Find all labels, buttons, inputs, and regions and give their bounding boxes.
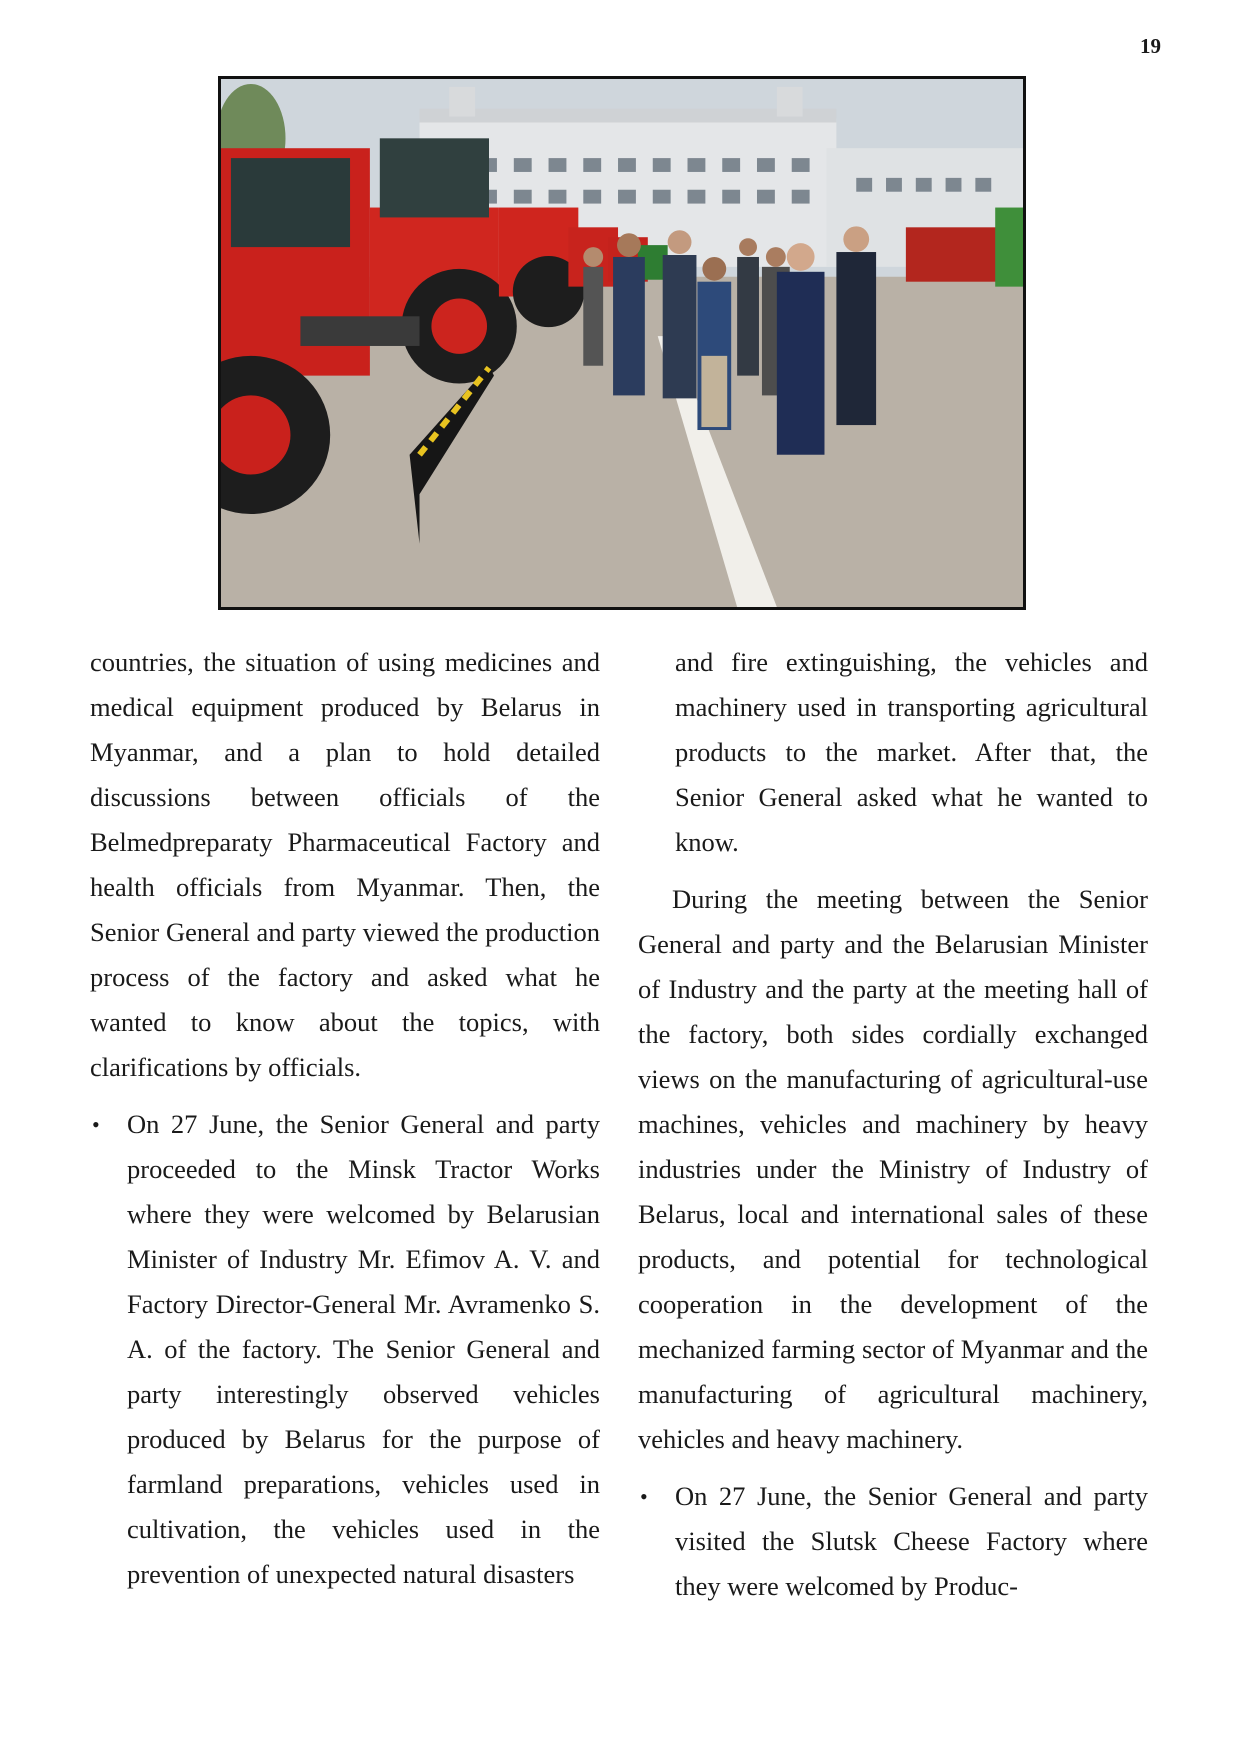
- page-number: 19: [1140, 34, 1161, 58]
- bullet-text: On 27 June, the Senior General and party proceeded to the Minsk Tractor Works where they were welcomed by Belarusian Minister of Industry Mr. Efimov A. V. and Factory Director-General Mr. Avramenko S. A. of the factory. The Senior General and party interestingly observed vehicles produced by Belarus for the purpose of farmland preparations, vehicles used in cultivation, the vehicles used in the prevention of unexpected natural disasters: [127, 1109, 600, 1589]
- bullet-text: On 27 June, the Senior General and party visited the Slutsk Cheese Factory where they were welcomed by Produc-: [675, 1481, 1148, 1601]
- right-column: [638, 640, 1148, 1609]
- news-photo: [218, 76, 1026, 610]
- bullet-list-item: [638, 1474, 1148, 1609]
- bullet-list-item: [90, 1102, 600, 1597]
- paragraph: countries, the situation of using medicines and medical equipment produced by Belarus in Myanmar, and a plan to hold detailed discussions between officials of the Belmedpreparaty Pharmaceutical Factory and health officials from Myanmar. Then, the Senior General and party viewed the production process of the factory and asked what he wanted to know about the topics, with clarifications by officials.: [90, 647, 600, 1082]
- left-column: [90, 640, 600, 1597]
- photo-tractors-visit-icon: [221, 79, 1023, 607]
- bullet-icon: •: [640, 1484, 648, 1509]
- bullet-icon: •: [92, 1112, 100, 1137]
- paragraph: During the meeting between the Senior General and party and the Belarusian Minister of Industry and the party at the meeting hall of the factory, both sides cordially exchanged views on the manufacturing of agricultural-use machines, vehicles and machinery by heavy industries under the Ministry of Industry of Belarus, local and international sales of these products, and potential for technological cooperation in the development of the mechanized farming sector of Myanmar and the manufacturing of agricultural machinery, vehicles and heavy machinery.: [638, 884, 1148, 1454]
- bullet-continuation: and fire extinguishing, the vehicles and machinery used in transporting agricultural products to the market. After that, the Senior General asked what he wanted to know.: [675, 647, 1148, 857]
